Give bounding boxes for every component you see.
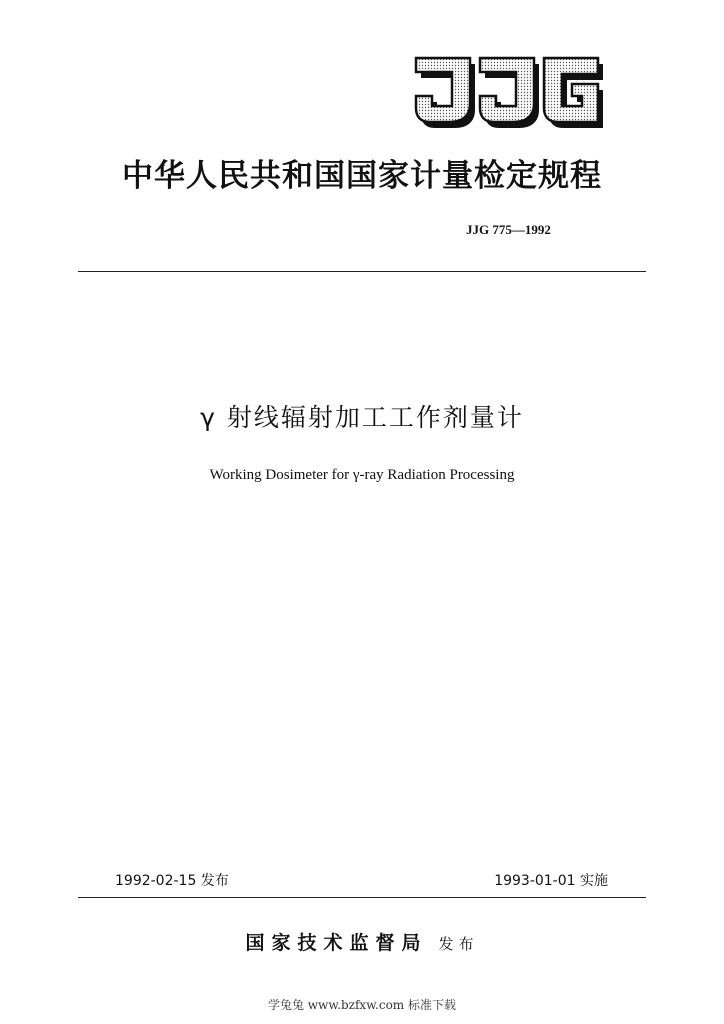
issuer-line [0, 928, 724, 955]
implementation-date: 1993-01-01 实施 [494, 873, 608, 889]
bottom-divider [78, 897, 646, 898]
issuer-name: 国家技术监督局 [245, 932, 428, 954]
issuer-action: 发布 [438, 935, 479, 953]
jjg-logo [412, 52, 608, 130]
main-title: 中华人民共和国国家计量检定规程 [122, 158, 602, 194]
document-title-zh: γ 射线辐射加工工作剂量计 [200, 403, 524, 432]
logo-letters [416, 58, 603, 128]
watermark-text: 学兔兔 www.bzfxw.com 标准下载 [267, 998, 457, 1012]
standard-number: JJG 775—1992 [466, 222, 551, 237]
document-title-en: Working Dosimeter for γ-ray Radiation Processing [209, 467, 515, 483]
issue-date: 1992-02-15 发布 [115, 873, 229, 889]
top-divider [78, 271, 646, 272]
